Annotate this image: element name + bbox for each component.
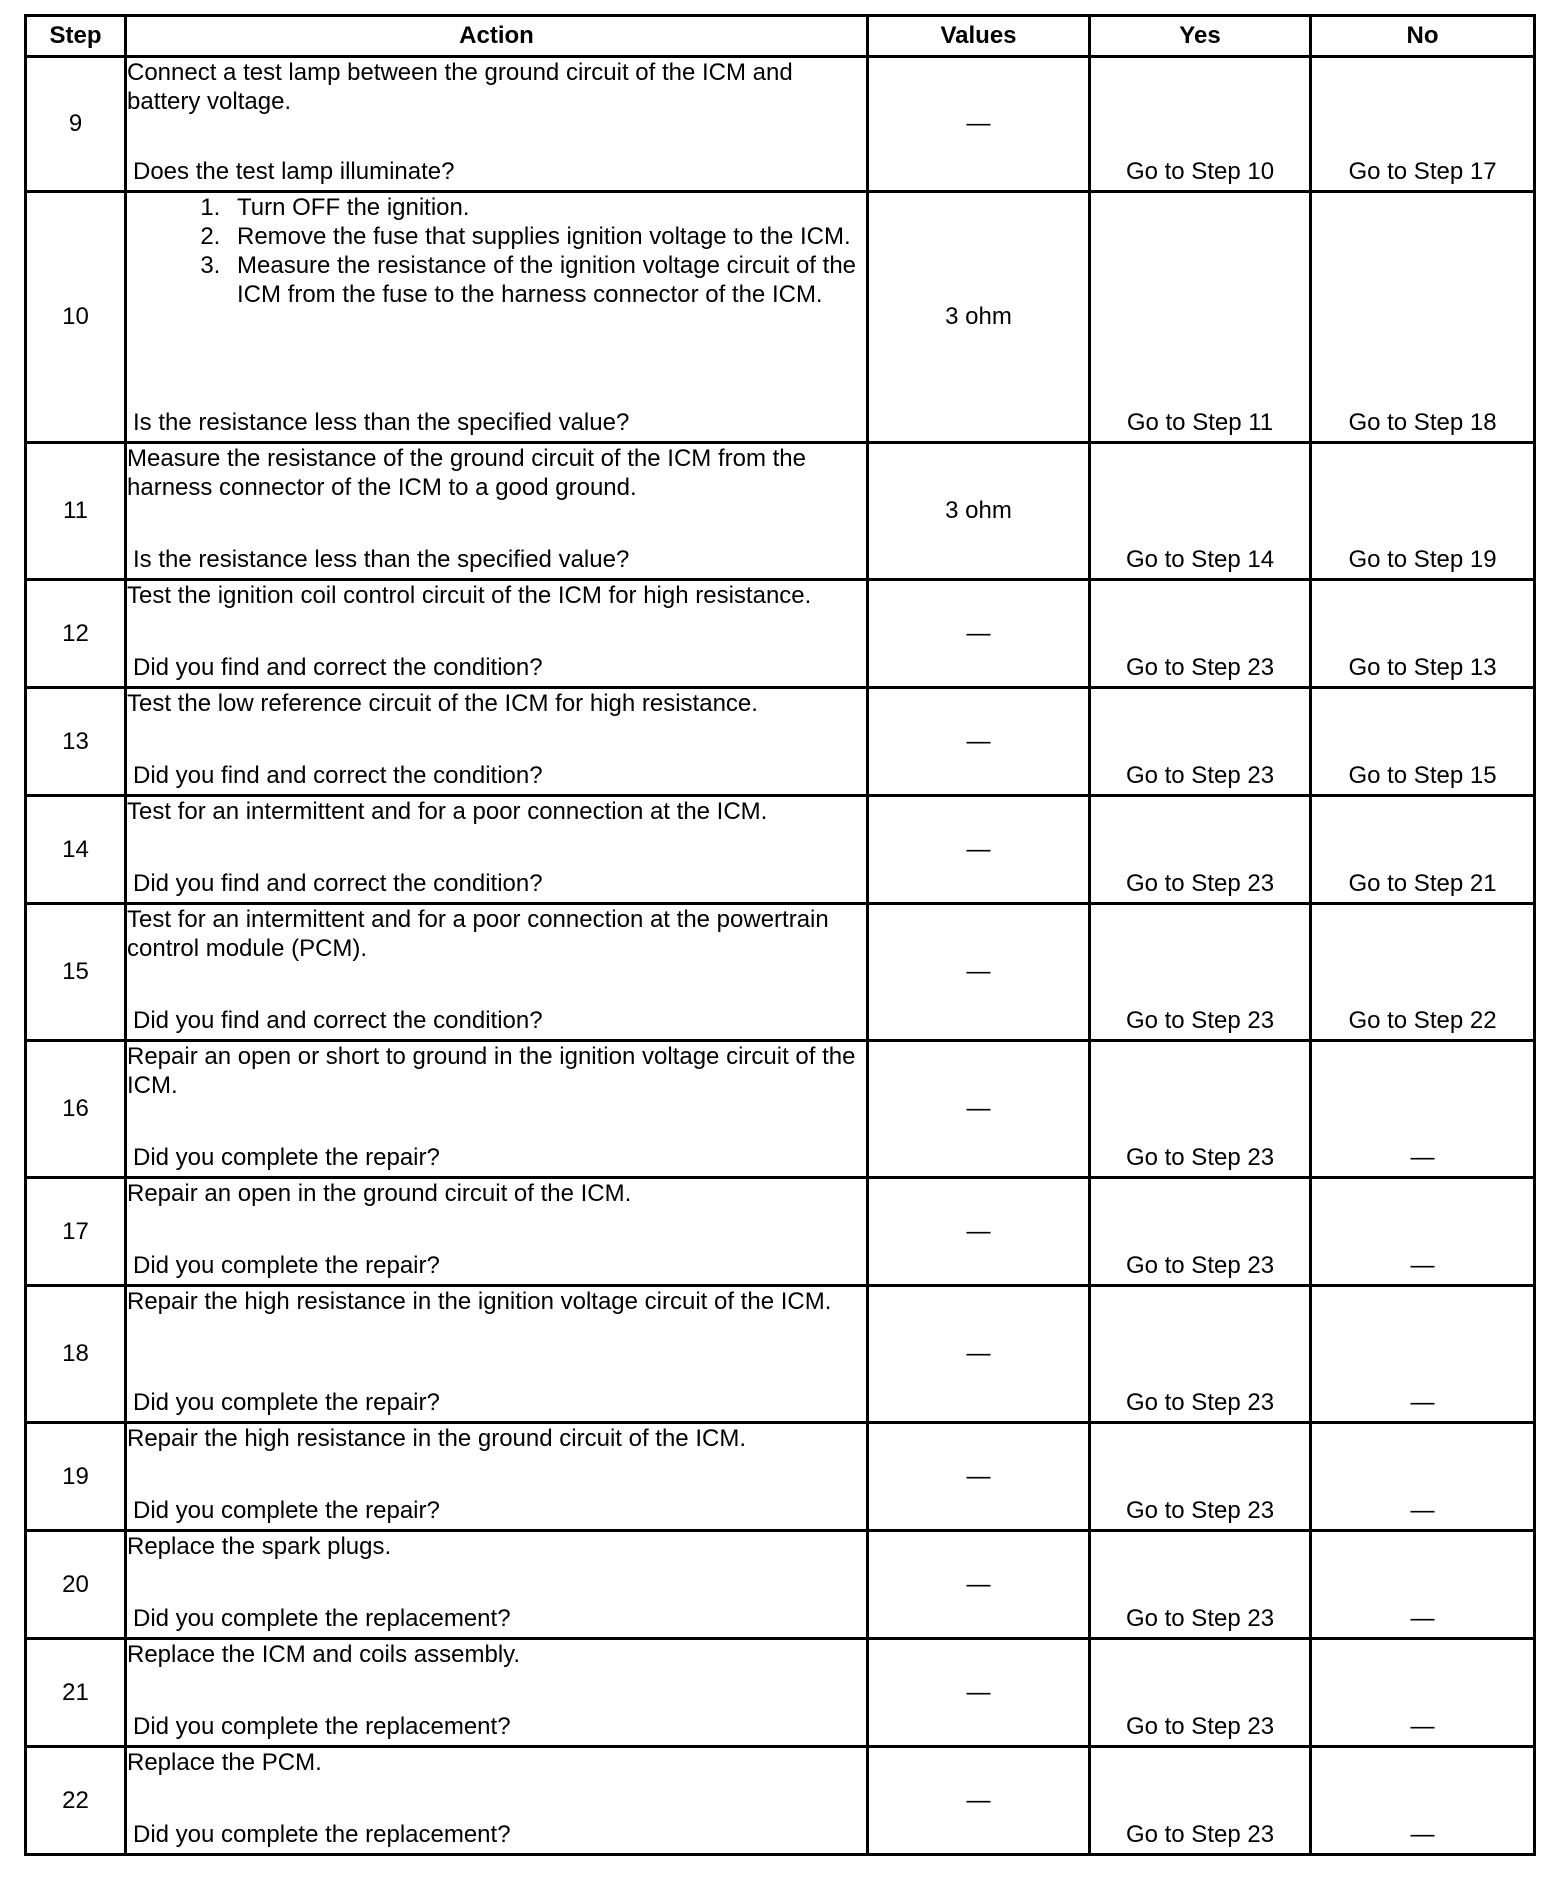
table-row [26,57,1535,192]
action-instruction: Replace the ICM and coils assembly. [127,1641,521,1668]
yes-cell: Go to Step 23 [1090,904,1311,1041]
yes-cell: Go to Step 11 [1090,192,1311,443]
header-yes: Yes [1090,16,1311,57]
action-list-item: 2. Remove the fuse that supplies ignition voltage to the ICM. [227,222,866,251]
table-row [26,192,1535,443]
no-cell: — [1311,1747,1535,1855]
table-row [26,796,1535,904]
action-instruction: Repair an open in the ground circuit of the ICM. [127,1180,632,1207]
value-cell: — [868,1531,1090,1639]
no-cell: — [1311,1531,1535,1639]
action-question: Did you complete the repair? [133,1144,440,1171]
action-question: Did you complete the repair? [133,1497,440,1524]
header-values: Values [868,16,1090,57]
value-cell: — [868,57,1090,192]
no-cell: — [1311,1178,1535,1286]
action-question: Did you complete the replacement? [133,1713,511,1740]
value-cell: — [868,1286,1090,1423]
table-row [26,443,1535,580]
yes-cell: Go to Step 14 [1090,443,1311,580]
action-instruction: Repair the high resistance in the ignition voltage circuit of the ICM. [127,1288,832,1315]
action-instruction: Test for an intermittent and for a poor connection at the ICM. [127,798,768,825]
table-row [26,580,1535,688]
table-row [26,1531,1535,1639]
action-question: Is the resistance less than the specified value? [133,409,630,436]
action-instruction: Replace the PCM. [127,1749,322,1776]
step-number: 16 [26,1041,126,1178]
action-question: Did you complete the repair? [133,1389,440,1416]
value-cell: — [868,688,1090,796]
action-cell [126,796,868,904]
action-cell [126,192,868,443]
step-number: 18 [26,1286,126,1423]
yes-cell: Go to Step 23 [1090,1041,1311,1178]
step-number: 10 [26,192,126,443]
no-cell: — [1311,1639,1535,1747]
no-cell: Go to Step 13 [1311,580,1535,688]
step-number: 11 [26,443,126,580]
value-cell: — [868,1423,1090,1531]
action-instruction: Connect a test lamp between the ground circuit of the ICM and battery voltage. [127,59,793,115]
action-instruction: Repair the high resistance in the ground circuit of the ICM. [127,1425,746,1452]
step-number: 22 [26,1747,126,1855]
step-number: 20 [26,1531,126,1639]
table-row [26,904,1535,1041]
step-number: 21 [26,1639,126,1747]
table-header-row [26,16,1535,57]
no-cell: Go to Step 21 [1311,796,1535,904]
action-step-list [127,193,866,309]
no-cell: Go to Step 19 [1311,443,1535,580]
no-cell: — [1311,1041,1535,1178]
action-cell [126,580,868,688]
action-cell [126,688,868,796]
value-cell: — [868,796,1090,904]
diagnostic-table [24,14,1536,1856]
action-question: Did you find and correct the condition? [133,1007,543,1034]
action-list-item: 1. Turn OFF the ignition. [227,193,866,222]
no-cell: Go to Step 18 [1311,192,1535,443]
diagnostic-table-sheet [24,14,1536,1856]
action-question: Did you complete the repair? [133,1252,440,1279]
action-instruction: Measure the resistance of the ground circuit of the ICM from the harness connector of the ICM to a good ground. [127,445,806,501]
action-list-item: 3. Measure the resistance of the ignition voltage circuit of the ICM from the fuse to the harness connector of the ICM. [227,251,866,309]
action-question: Did you find and correct the condition? [133,654,543,681]
action-cell [126,1286,868,1423]
value-cell: — [868,1639,1090,1747]
header-action: Action [126,16,868,57]
yes-cell: Go to Step 23 [1090,1747,1311,1855]
action-question: Did you complete the replacement? [133,1821,511,1848]
action-question: Does the test lamp illuminate? [133,158,455,185]
value-cell: 3 ohm [868,192,1090,443]
action-cell [126,1041,868,1178]
value-cell: 3 ohm [868,443,1090,580]
action-cell [126,57,868,192]
no-cell: Go to Step 22 [1311,904,1535,1041]
action-cell [126,1639,868,1747]
action-cell [126,1178,868,1286]
action-instruction: Test the low reference circuit of the ICM for high resistance. [127,690,758,717]
no-cell: — [1311,1423,1535,1531]
table-row [26,1747,1535,1855]
yes-cell: Go to Step 23 [1090,580,1311,688]
action-cell [126,904,868,1041]
value-cell: — [868,580,1090,688]
action-cell [126,1423,868,1531]
action-cell [126,1531,868,1639]
action-instruction: Test the ignition coil control circuit of the ICM for high resistance. [127,582,812,609]
yes-cell: Go to Step 23 [1090,1178,1311,1286]
no-cell: Go to Step 15 [1311,688,1535,796]
step-number: 9 [26,57,126,192]
yes-cell: Go to Step 23 [1090,796,1311,904]
table-row [26,1286,1535,1423]
table-row [26,1178,1535,1286]
step-number: 14 [26,796,126,904]
step-number: 15 [26,904,126,1041]
value-cell: — [868,1178,1090,1286]
table-row [26,1639,1535,1747]
no-cell: — [1311,1286,1535,1423]
value-cell: — [868,904,1090,1041]
step-number: 13 [26,688,126,796]
action-instruction: Repair an open or short to ground in the ignition voltage circuit of the ICM. [127,1043,856,1099]
action-question: Did you complete the replacement? [133,1605,511,1632]
action-cell [126,443,868,580]
action-instruction: Test for an intermittent and for a poor connection at the powertrain control module (PCM). [127,906,829,962]
table-body [26,57,1535,1855]
step-number: 17 [26,1178,126,1286]
action-cell [126,1747,868,1855]
yes-cell: Go to Step 10 [1090,57,1311,192]
action-question: Is the resistance less than the specified value? [133,546,630,573]
action-instruction: Replace the spark plugs. [127,1533,392,1560]
yes-cell: Go to Step 23 [1090,1639,1311,1747]
value-cell: — [868,1041,1090,1178]
yes-cell: Go to Step 23 [1090,1423,1311,1531]
no-cell: Go to Step 17 [1311,57,1535,192]
table-row [26,1041,1535,1178]
step-number: 19 [26,1423,126,1531]
yes-cell: Go to Step 23 [1090,688,1311,796]
header-no: No [1311,16,1535,57]
action-question: Did you find and correct the condition? [133,762,543,789]
yes-cell: Go to Step 23 [1090,1286,1311,1423]
step-number: 12 [26,580,126,688]
action-question: Did you find and correct the condition? [133,870,543,897]
table-row [26,1423,1535,1531]
value-cell: — [868,1747,1090,1855]
table-row [26,688,1535,796]
header-step: Step [26,16,126,57]
yes-cell: Go to Step 23 [1090,1531,1311,1639]
